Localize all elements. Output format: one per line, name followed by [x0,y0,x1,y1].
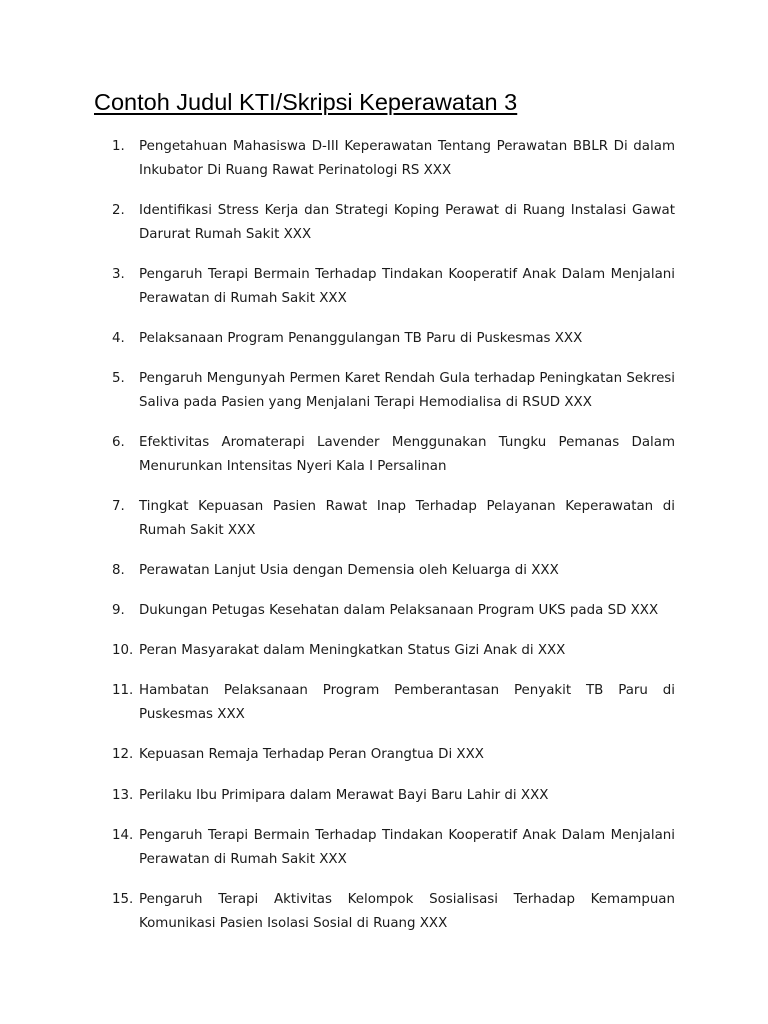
item-text: Peran Masyarakat dalam Meningkatkan Status Gizi Anak di XXX [139,643,566,658]
list-item [112,327,675,351]
item-text: Perawatan Lanjut Usia dengan Demensia oleh Keluarga di XXX [139,563,559,578]
item-text: Dukungan Petugas Kesehatan dalam Pelaksanaan Program UKS pada SD XXX [139,603,659,618]
list-item [112,679,675,726]
item-number: 9. [112,603,125,618]
item-text: Pengetahuan Mahasiswa D-III Keperawatan Tentang Perawatan BBLR Di dalam Inkubator Di Ruang Rawat Perinatologi RS XXX [139,139,675,178]
list-item [112,784,675,808]
item-text: Pengaruh Terapi Aktivitas Kelompok Sosialisasi Terhadap Kemampuan Komunikasi Pasien Isolasi Sosial di Ruang XXX [139,892,675,931]
list-item [112,263,675,310]
item-text: Pengaruh Terapi Bermain Terhadap Tindakan Kooperatif Anak Dalam Menjalani Perawatan di Rumah Sakit XXX [139,828,675,867]
item-number: 13. [112,788,134,803]
list-item [112,431,675,478]
list-item [112,599,675,623]
item-text: Hambatan Pelaksanaan Program Pemberantasan Penyakit TB Paru di Puskesmas XXX [139,683,675,722]
item-number: 7. [112,499,125,514]
item-number: 8. [112,563,125,578]
item-number: 14. [112,828,134,843]
item-text: Perilaku Ibu Primipara dalam Merawat Bayi Baru Lahir di XXX [139,788,549,803]
list-item [112,199,675,246]
list-item [112,367,675,414]
list-item [112,639,675,663]
item-text: Pelaksanaan Program Penanggulangan TB Paru di Puskesmas XXX [139,331,583,346]
item-number: 5. [112,371,125,386]
item-text: Pengaruh Mengunyah Permen Karet Rendah Gula terhadap Peningkatan Sekresi Saliva pada Pasien yang Menjalani Terapi Hemodialisa di RSUD XXX [139,371,675,410]
item-number: 10. [112,643,134,658]
item-number: 12. [112,747,134,762]
item-text: Tingkat Kepuasan Pasien Rawat Inap Terhadap Pelayanan Keperawatan di Rumah Sakit XXX [139,499,675,538]
list-item [112,495,675,542]
list-item [112,888,675,935]
item-text: Efektivitas Aromaterapi Lavender Menggunakan Tungku Pemanas Dalam Menurunkan Intensitas Nyeri Kala I Persalinan [139,435,675,474]
item-number: 15. [112,892,134,907]
item-text: Pengaruh Terapi Bermain Terhadap Tindakan Kooperatif Anak Dalam Menjalani Perawatan di Rumah Sakit XXX [139,267,675,306]
item-number: 1. [112,139,125,154]
item-number: 11. [112,683,134,698]
item-number: 6. [112,435,125,450]
item-text: Identifikasi Stress Kerja dan Strategi Koping Perawat di Ruang Instalasi Gawat Darurat Rumah Sakit XXX [139,203,675,242]
item-number: 3. [112,267,125,282]
item-number: 2. [112,203,125,218]
list-item [112,743,675,767]
list-item [112,559,675,583]
list-item [112,824,675,871]
item-text: Kepuasan Remaja Terhadap Peran Orangtua Di XXX [139,747,484,762]
document-title: Contoh Judul KTI/Skripsi Keperawatan 3 [94,89,518,115]
item-number: 4. [112,331,125,346]
list-item [112,135,675,182]
